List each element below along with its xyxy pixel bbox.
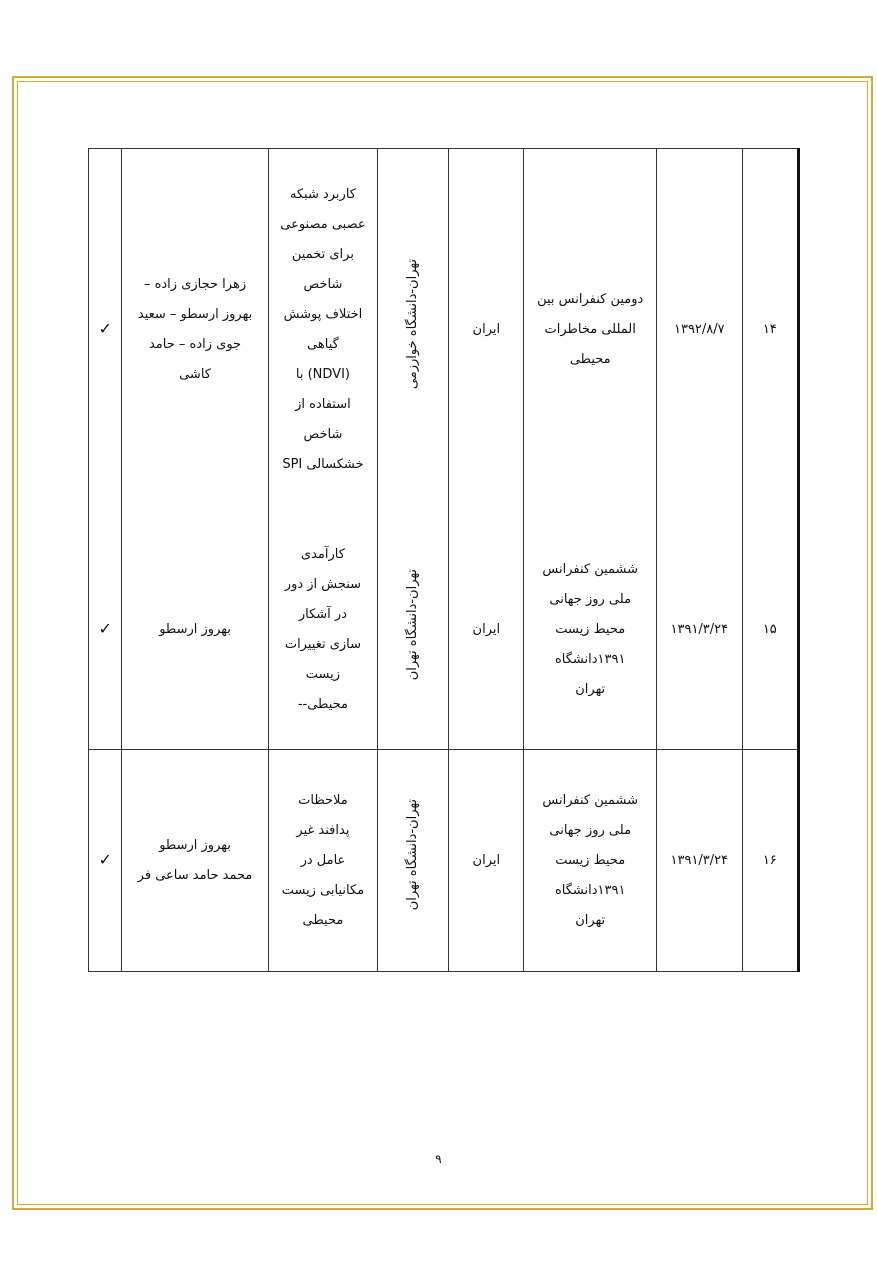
country: ایران [449,512,524,750]
row-number: ۱۶ [742,750,798,972]
conference-date: ۱۳۹۲/۸/۷ [657,149,743,512]
paper-title: کاربرد شبکه عصبی مصنوعی برای تخمین شاخص اختلاف پوشش گیاهی (NDVI) با استفاده از شاخص خشکسالی SPI [268,149,378,512]
table-row [89,750,799,972]
table-row [89,149,799,512]
authors: بهروز ارسطو [122,512,268,750]
country: ایران [449,149,524,512]
conference-date: ۱۳۹۱/۳/۲۴ [657,512,743,750]
authors: بهروز ارسطو محمد حامد ساعی فر [122,750,268,972]
authors: زهرا حجازی زاده – بهروز ارسطو – سعید جوی زاده – حامد کاشی [122,149,268,512]
conference-name: ششمین کنفرانس ملی روز جهانی محیط زیست ۱۳۹۱دانشگاه تهران [524,512,657,750]
conference-name: ششمین کنفرانس ملی روز جهانی محیط زیست ۱۳۹۱دانشگاه تهران [524,750,657,972]
location: تهران-دانشگاه تهران [378,512,449,750]
conference-date: ۱۳۹۱/۳/۲۴ [657,750,743,972]
table-row [89,512,799,750]
publications-table [88,148,800,972]
paper-title: کارآمدی سنجش از دور در آشکار سازی تغییرات زیست محیطی-- [268,512,378,750]
conference-name: دومین کنفرانس بین المللی مخاطرات محیطی [524,149,657,512]
country: ایران [449,750,524,972]
page-number: ۹ [435,1152,442,1166]
paper-title: ملاحظات پدافند غیر عامل در مکانیابی زیست محیطی [268,750,378,972]
check-mark: ✓ [89,750,122,972]
row-number: ۱۴ [742,149,798,512]
check-mark: ✓ [89,149,122,512]
row-number: ۱۵ [742,512,798,750]
check-mark: ✓ [89,512,122,750]
location: تهران-دانشگاه تهران [378,750,449,972]
location: تهران-دانشگاه خوارزمی [378,149,449,512]
